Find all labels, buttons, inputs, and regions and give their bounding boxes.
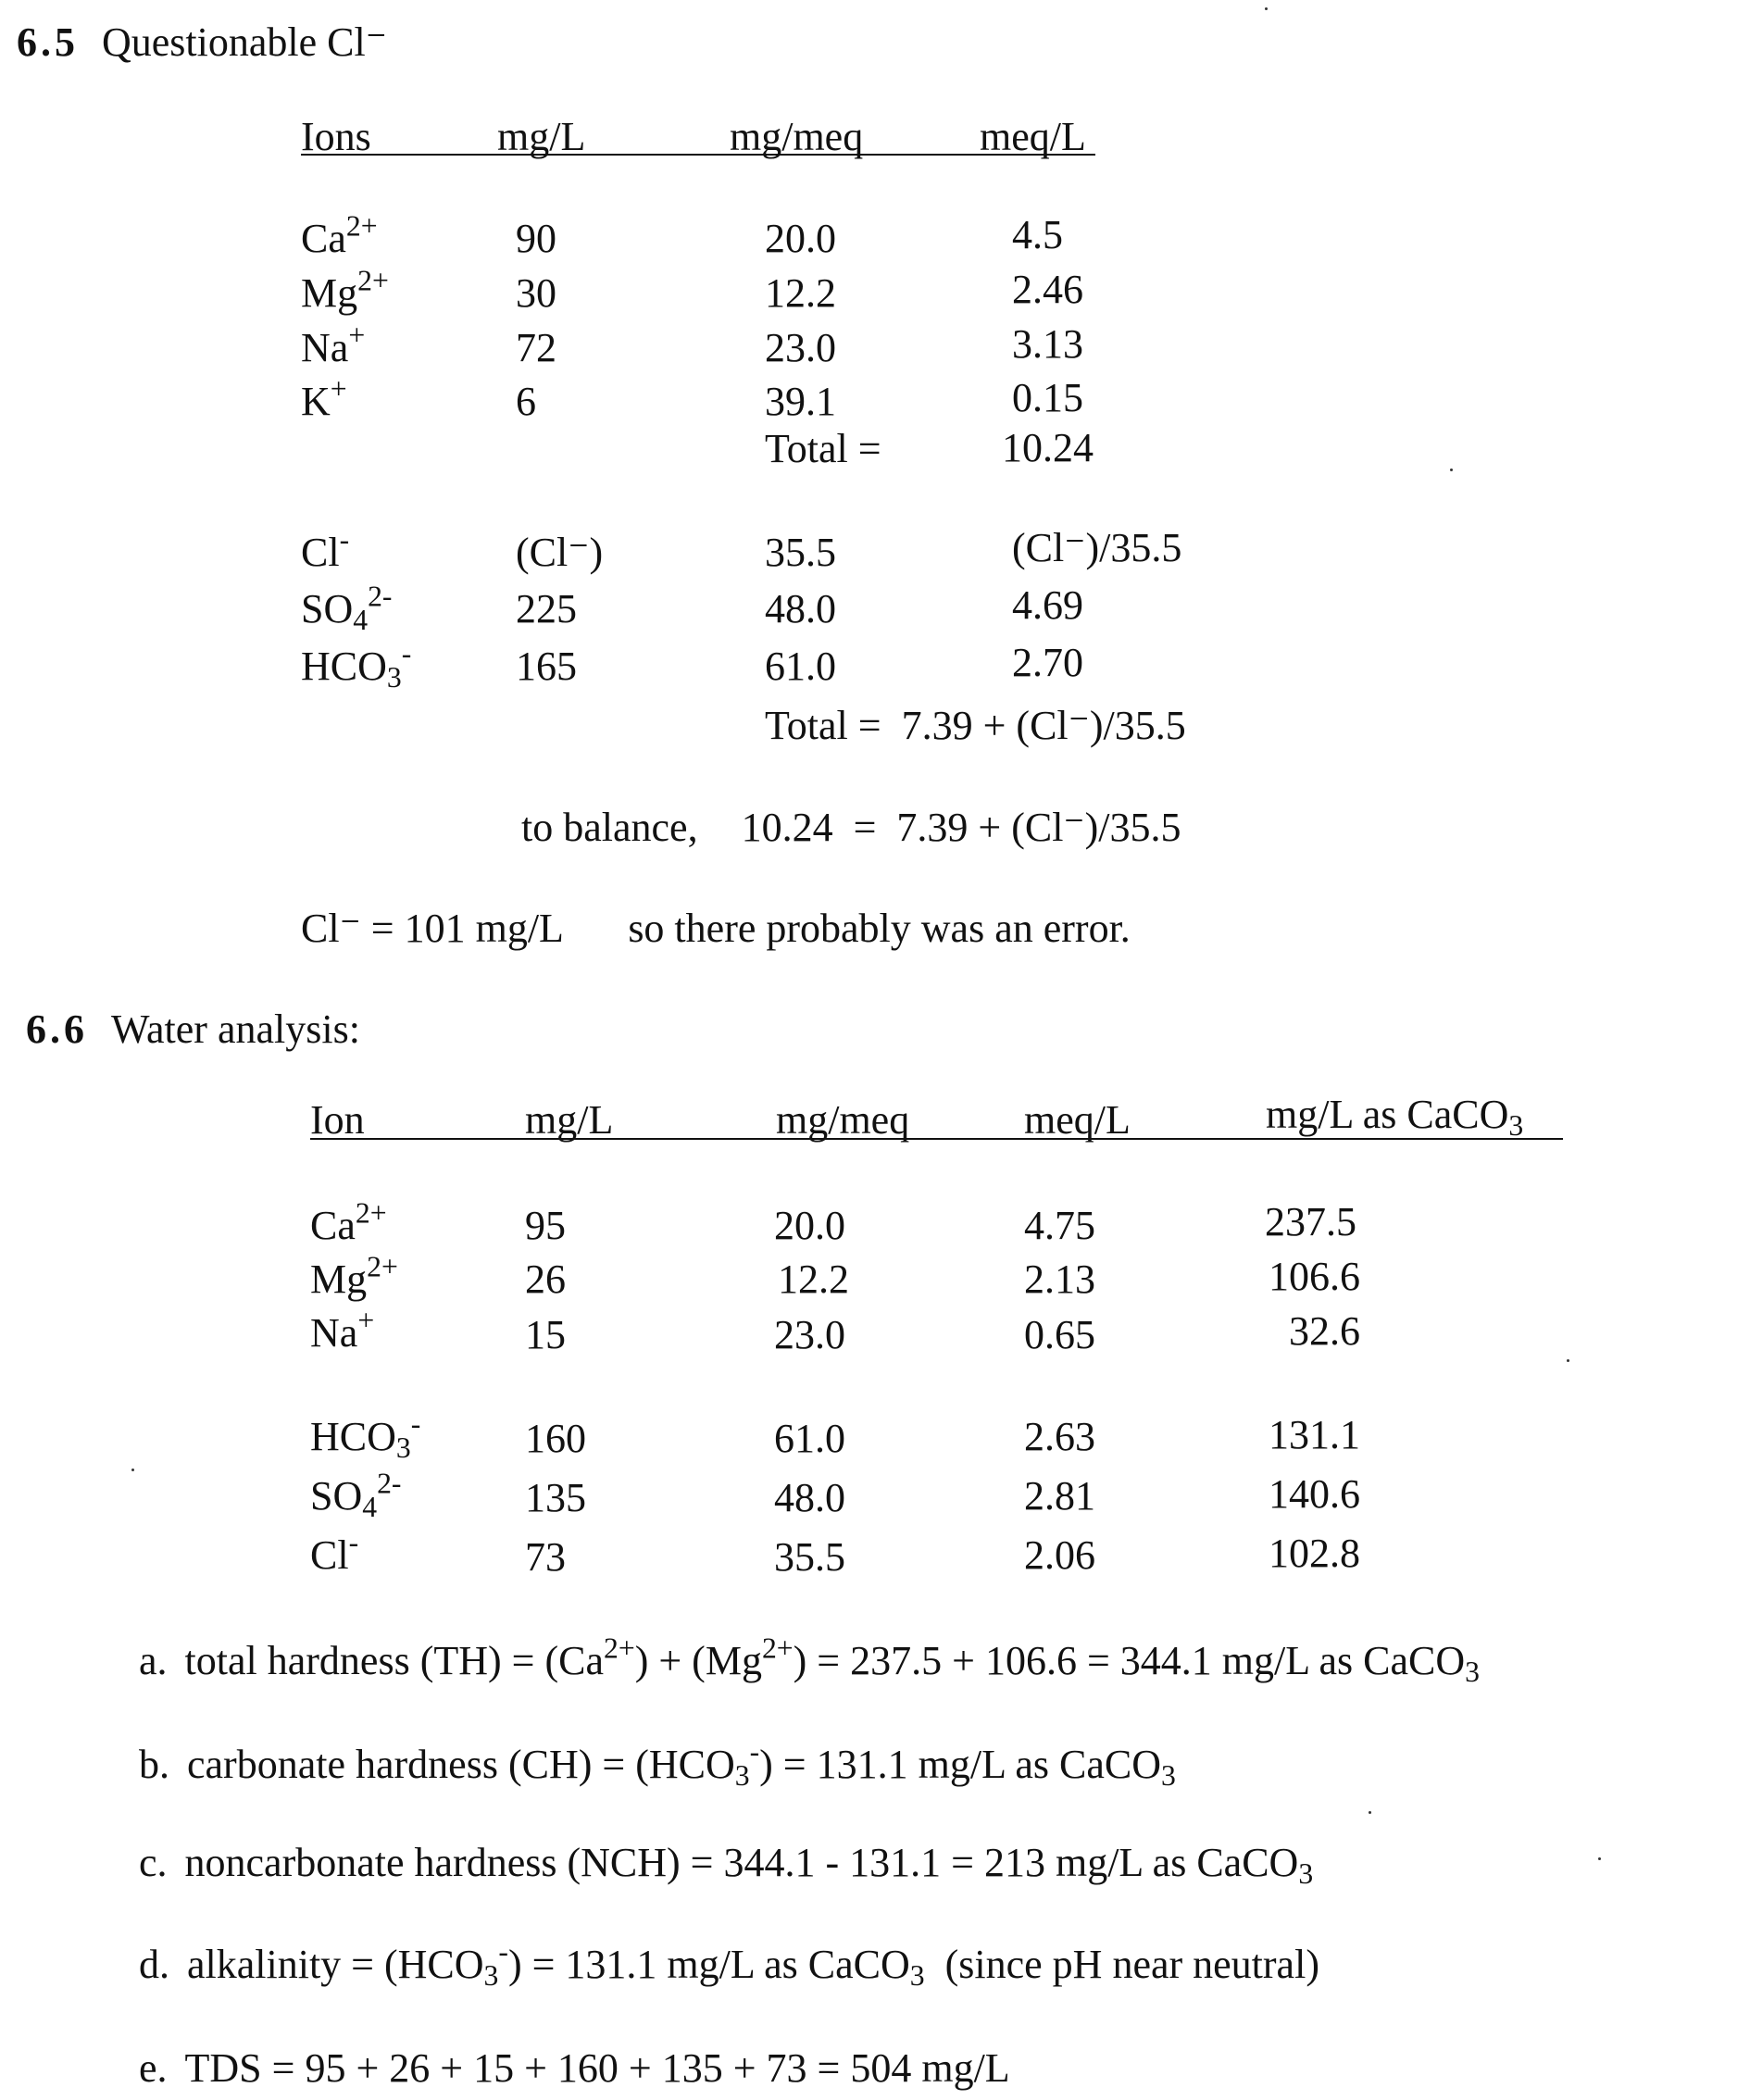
table-cell-meql: 0.15 [1012,375,1083,420]
header-ions: Ions [301,114,371,159]
table-cell-meql: 2.63 [1024,1414,1095,1459]
table-cell-mgl: 72 [516,325,556,370]
table-row-ion: Na+ [310,1304,375,1356]
answer-text: TDS = 95 + 26 + 15 + 160 + 135 + 73 = 504 mg/L [184,2045,1010,2091]
table-cell-mgl: 15 [525,1312,566,1357]
balance-equation: 10.24 = 7.39 + (Cl⁻)/35.5 [741,805,1181,850]
header-mgmeq: mg/meq [730,114,864,159]
table-cell-mgmeq: 20.0 [765,216,836,261]
scan-speck [1450,469,1453,471]
answer-text: alkalinity = $(HCO_3^-) = 131.1$ mg/L as CaCO$_3$ (since pH near neutral) [187,1935,1319,1992]
answer-label: a. [139,1638,168,1683]
table-cell-mgmeq: 48.0 [774,1475,845,1520]
table-cell-meql: 2.06 [1024,1532,1095,1578]
table-cell-meql: 2.46 [1012,267,1083,312]
scan-speck [131,1469,134,1471]
table-cell-meql: 2.81 [1024,1473,1095,1519]
answer-item-a [139,1631,1480,1688]
header-meql: meq/L [980,114,1086,159]
chloride-result: Cl⁻ = 101 mg/L [301,906,563,951]
table-row-ion: $Ca^{2+}$ [301,209,378,261]
answer-item-b [139,1735,1176,1792]
scan-speck [1567,1359,1569,1362]
header-ion: Ion [310,1097,365,1143]
table-row-ion: $Mg^{2+}$ [310,1250,398,1302]
anion-total: Total = 7.39 + (Cl⁻)/35.5 [765,703,1186,748]
answer-text: carbonate hardness $(CH) = (HCO_3^-) = 131.1$ mg/L as CaCO$_3$ [187,1735,1176,1792]
table-cell-meql: 4.5 [1012,212,1063,257]
table-cell-mgl: 160 [525,1416,586,1461]
answer-text: noncarbonate hardness (NCH) = 344.1 - 131.1 = 213 mg/L as CaCO$_3$ [184,1840,1314,1890]
table-row-ion: Na+ [301,319,366,370]
conclusion-text: so there probably was an error. [628,906,1131,951]
table-cell-mgmeq: 12.2 [765,270,836,316]
table-cell-meql: 2.13 [1024,1256,1095,1302]
section-6-6-heading [26,1006,360,1052]
answer-item-e [139,2045,1010,2091]
table-cell-caco3: 106.6 [1269,1254,1360,1299]
section-title: Questionable Cl⁻ [102,19,387,65]
table-row-ion: Cl- [310,1526,359,1578]
answer-label: e. [139,2045,168,2091]
table-cell-mgmeq: 23.0 [765,325,836,370]
table-cell-mgmeq: 23.0 [774,1312,845,1357]
table-cell-meql: 3.13 [1012,321,1083,367]
cation-total-label: Total = [765,426,881,471]
table-cell-meql: 0.65 [1024,1312,1095,1357]
balance-line [521,807,1181,848]
table-cell-meql: 4.75 [1024,1203,1095,1248]
answer-item-c [139,1840,1314,1890]
table-row-ion: $Ca^{2+}$ [310,1196,387,1248]
table-cell-meql: 4.69 [1012,582,1083,628]
table-row-ion: $SO_4^{2-}$ [301,580,393,636]
table-cell-caco3: 32.6 [1289,1308,1360,1354]
table-cell-mgmeq: 61.0 [774,1416,845,1461]
table-cell-mgl: 26 [525,1256,566,1302]
table-cell-mgl: 135 [525,1475,586,1520]
table-cell-mgl: 165 [516,644,577,689]
table-row-ion: $Mg^{2+}$ [301,264,389,316]
header-meql: meq/L [1024,1097,1131,1143]
section-title: Water analysis: [111,1006,360,1052]
answer-text: total hardness $(TH) = (Ca^{2+}) + (Mg^{2+}) = 237.5 + 106.6 = 344.1$ mg/L as CaCO$_3$ [184,1631,1480,1688]
cation-total-value: 10.24 [1002,425,1094,470]
table-cell-mgmeq: 61.0 [765,644,836,689]
table-row-ion: K+ [301,372,347,424]
table-cell-mgl: 90 [516,216,556,261]
table-cell-mgl: 30 [516,270,556,316]
table-cell-mgmeq: 35.5 [765,530,836,575]
table-cell-mgl: 95 [525,1203,566,1248]
result-line [301,908,1131,949]
answer-label: d. [139,1942,169,1987]
table-cell-caco3: 102.8 [1269,1531,1360,1576]
table-cell-mgl: 73 [525,1534,566,1580]
table-row-ion: $SO_4^{2-}$ [310,1467,402,1523]
header-mgl-as-caco3: mg/L as CaCO$_3$ [1266,1092,1524,1142]
header-mgl: mg/L [525,1097,614,1143]
scan-speck [1598,1857,1601,1860]
table-cell-mgmeq: 20.0 [774,1203,845,1248]
table-cell-caco3: 131.1 [1269,1412,1360,1457]
table-cell-mgl: (Cl⁻) [516,530,604,575]
balance-label: to balance, [521,805,698,850]
header-mgmeq: mg/meq [776,1097,910,1143]
table-cell-mgmeq: 39.1 [765,379,836,424]
section-number: 6.6 [26,1006,88,1052]
table-row-ion: $HCO_3^-$ [301,637,412,694]
table-cell-mgmeq: 48.0 [765,586,836,631]
table-cell-meql: 2.70 [1012,640,1083,685]
table-cell-caco3: 140.6 [1269,1471,1360,1517]
table-row-ion: Cl- [301,523,350,575]
answer-item-d [139,1935,1319,1992]
header-rule [301,154,1095,156]
table-cell-mgl: 6 [516,379,536,424]
table-cell-mgmeq: 12.2 [778,1256,849,1302]
table-cell-mgmeq: 35.5 [774,1534,845,1580]
table-row-ion: $HCO_3^-$ [310,1407,421,1464]
section-6-5-heading [17,19,387,65]
table-cell-mgl: 225 [516,586,577,631]
table-cell-meql: (Cl⁻)/35.5 [1012,525,1182,570]
answer-label: b. [139,1742,169,1787]
header-rule [310,1138,1563,1140]
scan-speck [1369,1811,1371,1814]
header-mgl: mg/L [497,114,586,159]
section-number: 6.5 [17,19,79,65]
scan-speck [1265,7,1268,10]
answer-label: c. [139,1840,168,1885]
table-cell-caco3: 237.5 [1265,1199,1356,1244]
